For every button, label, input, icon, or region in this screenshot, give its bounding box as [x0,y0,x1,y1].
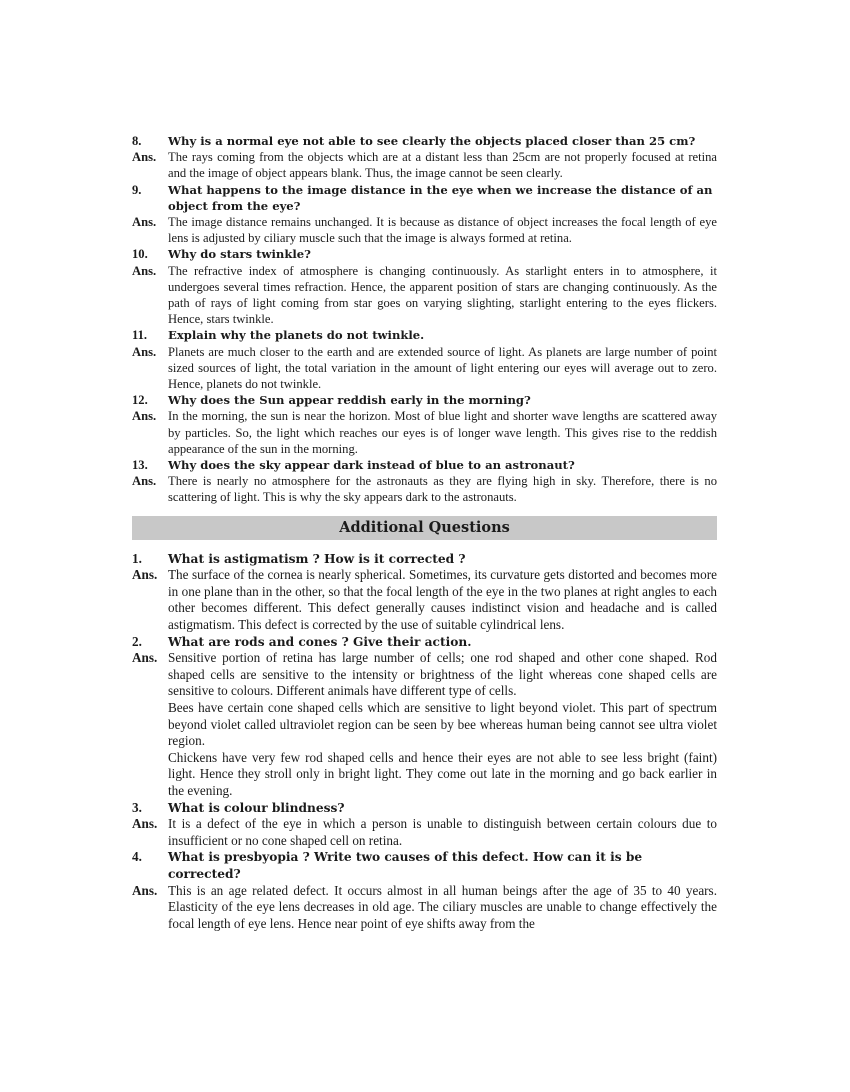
question-row [132,182,717,214]
question-item [132,634,717,800]
answer-text: The refractive index of atmosphere is changing continuously. As starlight enters in to atmosphere, it undergoes several times refraction. Hence, the apparent position of stars are changing continuously. As the path of rays of light coming from star goes on varying slighting, starlight entering to the eyes flickers. Hence, stars twinkle. [168,263,717,327]
question-number: 1. [132,550,142,566]
answer-label: Ans. [132,882,158,898]
question-item [132,800,717,850]
answer-label: Ans. [132,567,158,583]
question-row [132,327,717,343]
answer-row [132,473,717,505]
answer-text: In the morning, the sun is near the horizon. Most of blue light and shorter wave lengths are scattered away by particles. So, the light which reaches our eyes is of longer wave length. This gives rise to the reddish appearance of the sun in the morning. [168,409,717,456]
answer-row [132,214,717,246]
question-text: What is astigmatism ? How is it corrected ? [168,551,466,566]
additional-questions [132,551,717,933]
question-row [132,634,717,651]
answer-text: Planets are much closer to the earth and are extended source of light. As planets are large number of point sized sources of light, the total variation in the amount of light entering our eyes will average out to zero. Hence, planets do not twinkle. [168,344,717,392]
answer-row [132,883,717,933]
question-number: 2. [132,633,142,649]
answer-text: This is an age related defect. It occurs almost in all human beings after the age of 35 to 40 years. Elasticity of the eye lens decreases in old age. The ciliary muscles are unable to change effectively the focal length of eye lens. Hence near point of eye shifts away from the [168,882,717,931]
question-text: Explain why the planets do not twinkle. [168,328,425,343]
answer-label: Ans. [132,344,157,359]
answer-text: There is nearly no atmosphere for the astronauts as they are flying high in sky. Therefore, there is no scattering of light. This is why the sky appears dark to the astronauts. [168,474,717,505]
answer-text: Sensitive portion of retina has large number of cells; one rod shaped and other cone shaped. Rod shaped cells are sensitive to the intensity or brightness of the light whereas cone shaped cells are sensitive to colours. Different animals have different type of cells. [168,650,717,699]
answer-row [132,344,717,393]
question-number: 13. [132,458,148,473]
question-row [132,849,717,882]
question-item [132,246,717,327]
question-number: 11. [132,328,148,343]
exercise-questions [132,133,717,506]
question-text: What is presbyopia ? Write two causes of this defect. How can it is be corrected? [168,850,643,881]
question-number: 8. [132,134,142,148]
question-row [132,392,717,408]
answer-row [132,816,717,849]
question-number: 3. [132,799,142,815]
question-row [132,133,717,149]
section-heading-banner: Additional Questions [132,516,717,540]
question-row [132,246,717,262]
answer-text: The rays coming from the objects which are at a distant less than 25cm are not properly focused at retina and the image of object appears blank. Thus, the image cannot be seen clearly. [168,150,717,181]
answer-paragraph: Bees have certain cone shaped cells which are sensitive to light beyond violet. This part of spectrum beyond violet called ultraviolet region can be seen by bee whereas human being cannot see ultra violet region. [168,700,717,749]
question-item [132,849,717,932]
question-item [132,327,717,392]
question-item [132,182,717,247]
document-page [132,133,717,932]
answer-paragraph: Chickens have very few rod shaped cells and hence their eyes are not able to see less bright (faint) light. Hence they stroll only in bright light. They come out late in the morning and go back earlier in the evening. [168,749,717,798]
question-item [132,392,717,457]
question-row [132,551,717,568]
question-number: 4. [132,849,142,865]
question-item [132,133,717,182]
question-number: 12. [132,393,148,408]
answer-row [132,263,717,328]
question-text: What happens to the image distance in the eye when we increase the distance of an object from the eye? [168,182,713,213]
question-text: Why do stars twinkle? [168,247,311,262]
answer-label: Ans. [132,150,157,165]
answer-row [132,408,717,457]
answer-label: Ans. [132,263,157,278]
question-text: Why does the sky appear dark instead of blue to an astronaut? [168,458,575,473]
question-number: 10. [132,247,148,262]
answer-text: It is a defect of the eye in which a person is unable to distinguish between certain colours due to insufficient or no cone shaped cell on retina. [168,816,717,848]
answer-row [132,650,717,700]
answer-row [132,149,717,181]
question-row [132,457,717,473]
answer-text: The surface of the cornea is nearly spherical. Sometimes, its curvature gets distorted and becomes more in one plane than in the other, so that the focal length of the eye in the two planes at right angles to each other becomes different. This defect generally causes indistinct vision and headache and is called astigmatism. This defect is corrected by the use of suitable cylindrical lens. [168,567,717,633]
question-item [132,457,717,506]
question-row [132,800,717,817]
question-text: Why does the Sun appear reddish early in the morning? [168,393,531,408]
question-number: 9. [132,182,142,197]
answer-text: The image distance remains unchanged. It is because as distance of object increases the focal length of eye lens is adjusted by ciliary muscle such that the image is always formed at retina. [168,215,717,246]
question-text: What is colour blindness? [168,800,345,815]
answer-label: Ans. [132,816,158,832]
question-text: What are rods and cones ? Give their action. [168,634,472,649]
question-item [132,551,717,634]
answer-label: Ans. [132,215,157,230]
question-text: Why is a normal eye not able to see clearly the objects placed closer than 25 cm? [168,134,696,148]
answer-label: Ans. [132,409,157,424]
answer-label: Ans. [132,650,158,666]
answer-label: Ans. [132,474,157,489]
answer-row [132,567,717,633]
